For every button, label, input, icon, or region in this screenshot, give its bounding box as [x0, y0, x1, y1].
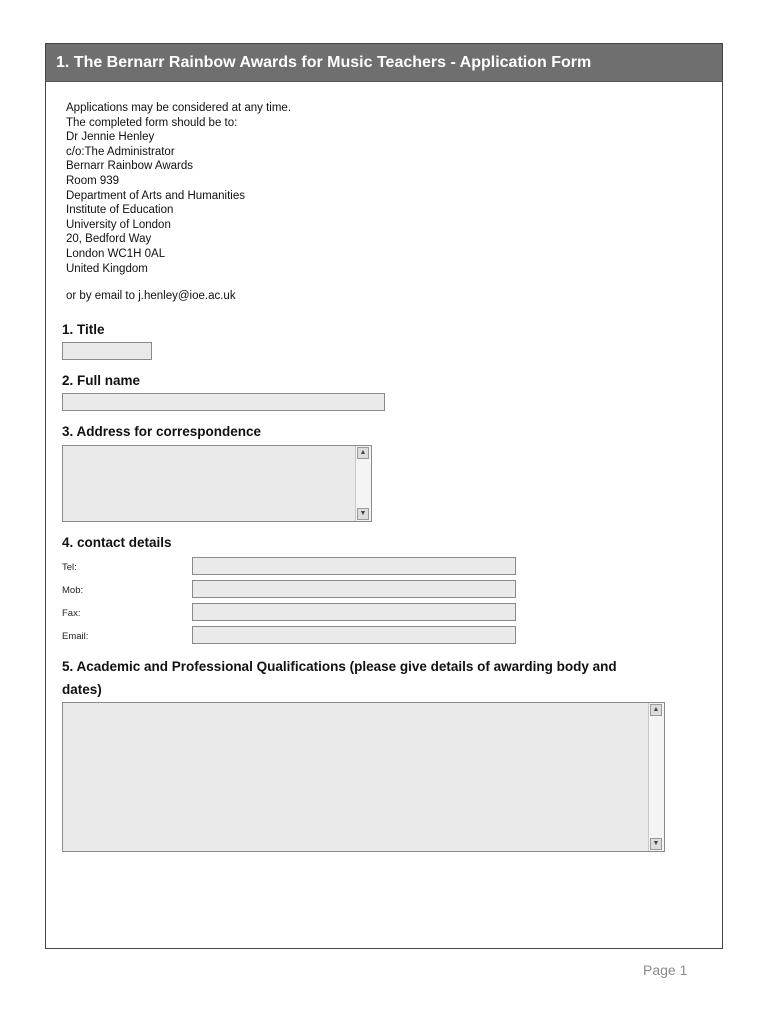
page-number: Page 1 [643, 962, 688, 978]
form-header: 1. The Bernarr Rainbow Awards for Music Teachers - Application Form [46, 44, 722, 82]
qualifications-question: 5. Academic and Professional Qualifications (please give details of awarding body and [62, 659, 617, 674]
contact-question: 4. contact details [62, 535, 172, 550]
form-frame [45, 43, 723, 949]
tel-label: Tel: [62, 562, 77, 573]
address-textarea[interactable] [62, 445, 372, 522]
intro-line: United Kingdom [66, 262, 148, 275]
qualifications-question-cont: dates) [62, 682, 102, 697]
scroll-down-icon[interactable]: ▼ [650, 838, 662, 850]
email-instruction: or by email to j.henley@ioe.ac.uk [66, 290, 236, 302]
tel-input[interactable] [192, 557, 516, 575]
intro-line: London WC1H 0AL [66, 247, 166, 260]
title-input[interactable] [62, 342, 152, 360]
intro-line: 20, Bedford Way [66, 233, 152, 246]
intro-block [66, 101, 291, 276]
full-name-input[interactable] [62, 393, 385, 411]
scroll-up-icon[interactable]: ▲ [650, 704, 662, 716]
title-question: 1. Title [62, 322, 105, 337]
mob-label: Mob: [62, 585, 84, 596]
intro-line: Room 939 [66, 174, 120, 187]
address-question: 3. Address for correspondence [62, 424, 262, 439]
full-name-question: 2. Full name [62, 373, 141, 388]
intro-line: Bernarr Rainbow Awards [66, 160, 193, 173]
intro-line: Applications may be considered at any time. [66, 102, 292, 114]
intro-line: Institute of Education [66, 204, 174, 217]
intro-line: Dr Jennie Henley [66, 131, 155, 144]
qualifications-textarea[interactable] [62, 702, 665, 852]
scroll-down-icon[interactable]: ▼ [357, 508, 369, 520]
intro-line: Department of Arts and Humanities [66, 189, 245, 202]
scroll-up-icon[interactable]: ▲ [357, 447, 369, 459]
address-scrollbar[interactable] [355, 446, 371, 521]
mob-input[interactable] [192, 580, 516, 598]
intro-line: c/o:The Administrator [66, 145, 175, 158]
intro-line: The completed form should be to: [66, 116, 238, 129]
email-input[interactable] [192, 626, 516, 644]
fax-label: Fax: [62, 608, 81, 619]
qualifications-scrollbar[interactable] [648, 703, 664, 851]
fax-input[interactable] [192, 603, 516, 621]
email-label: Email: [62, 631, 89, 642]
intro-line: University of London [66, 218, 171, 231]
